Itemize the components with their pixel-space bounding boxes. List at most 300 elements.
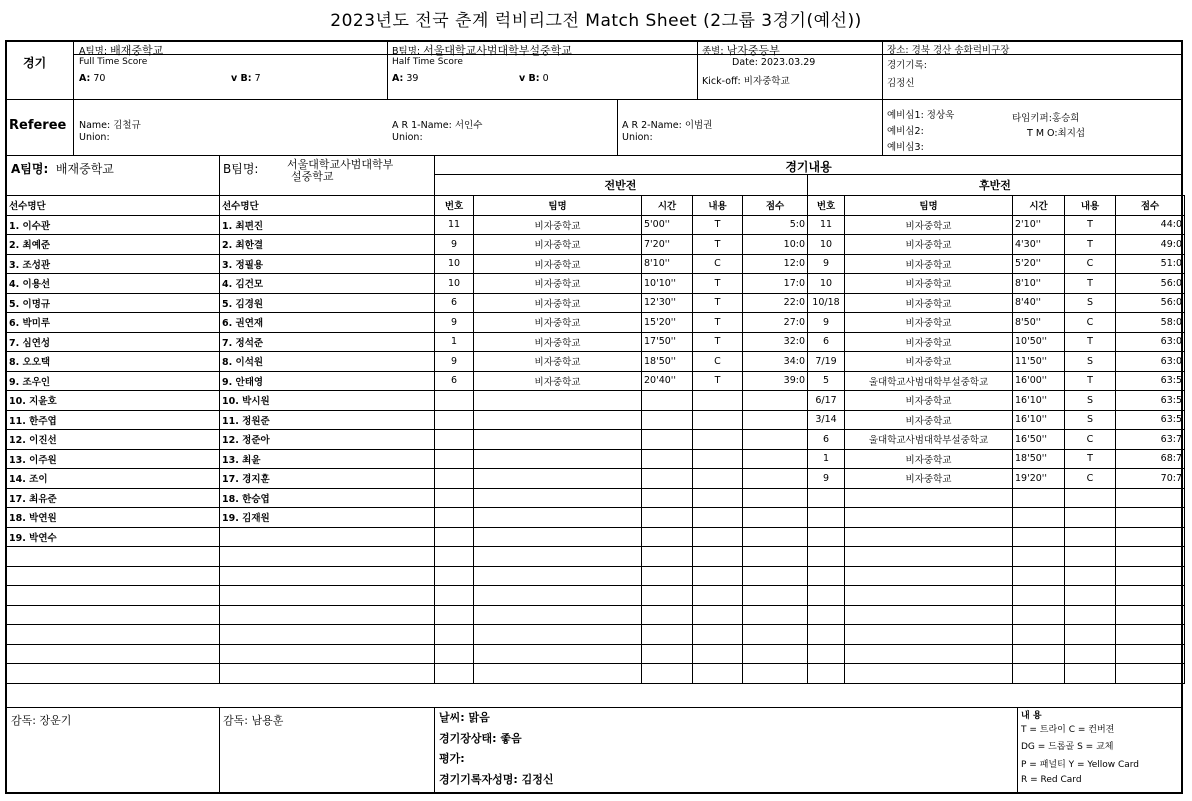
first-half-score	[743, 508, 808, 528]
second-half-score	[1116, 644, 1185, 664]
first-half-score: 39:0	[743, 371, 808, 391]
second-half-type	[1065, 586, 1116, 606]
first-half-score	[743, 566, 808, 586]
first-half-time: 18'50''	[642, 352, 693, 372]
second-half-time: 10'50''	[1013, 332, 1065, 352]
second-half-team	[845, 644, 1013, 664]
second-half-type: T	[1065, 332, 1116, 352]
second-half-no	[808, 488, 845, 508]
first-half-time: 15'20''	[642, 313, 693, 333]
second-half-time	[1013, 586, 1065, 606]
ht-score-b: 0	[542, 73, 549, 84]
second-half-score: 56:0	[1116, 274, 1185, 294]
first-half-no: 1	[435, 332, 474, 352]
table-row	[7, 488, 1185, 508]
second-half-time: 16'00''	[1013, 371, 1065, 391]
roster-b-player	[220, 566, 435, 586]
roster-b-player	[220, 527, 435, 547]
second-half-type: T	[1065, 371, 1116, 391]
second-half-team: 울대학교사범대학부설중학교	[845, 430, 1013, 450]
second-half-score: 63:0	[1116, 332, 1185, 352]
first-half-type	[693, 410, 743, 430]
second-half-type: T	[1065, 274, 1116, 294]
first-half-score	[743, 410, 808, 430]
roster-b-player: 6. 권연재	[220, 313, 435, 333]
first-half-time	[642, 488, 693, 508]
game-label: 경기	[23, 56, 47, 70]
table-row	[7, 430, 1185, 450]
second-half-score: 49:0	[1116, 235, 1185, 255]
first-half-type	[693, 430, 743, 450]
first-half-team	[474, 586, 642, 606]
first-half-score: 27:0	[743, 313, 808, 333]
ar2-name: A R 2-Name: 이범권	[622, 120, 713, 131]
venue-value: 경북 경산 송화럭비구장	[911, 45, 1010, 56]
ft-score-b: 7	[254, 73, 261, 84]
roster-a-player: 10. 지윤호	[7, 391, 220, 411]
first-half-score	[743, 527, 808, 547]
referee-union: Union:	[79, 132, 110, 143]
first-half-score: 32:0	[743, 332, 808, 352]
roster-b-player: 4. 김건모	[220, 274, 435, 294]
table-row	[7, 625, 1185, 645]
event-grid	[6, 195, 1185, 684]
second-half-time	[1013, 547, 1065, 567]
second-half-time	[1013, 605, 1065, 625]
first-half-score	[743, 449, 808, 469]
reserve-referee-1: 예비심1: 정상욱	[887, 110, 955, 121]
roster-a-player: 12. 이진선	[7, 430, 220, 450]
first-half-no	[435, 644, 474, 664]
second-half-no: 6/17	[808, 391, 845, 411]
first-half-team	[474, 644, 642, 664]
first-half-team: 비자중학교	[474, 274, 642, 294]
first-half-type	[693, 625, 743, 645]
first-half-time	[642, 410, 693, 430]
first-half-no	[435, 449, 474, 469]
first-half-team: 비자중학교	[474, 235, 642, 255]
second-half-time: 8'10''	[1013, 274, 1065, 294]
first-half-team	[474, 566, 642, 586]
first-half-no: 10	[435, 254, 474, 274]
roster-b-player: 11. 정원준	[220, 410, 435, 430]
roster-b-player: 17. 경지훈	[220, 469, 435, 489]
second-half-no	[808, 508, 845, 528]
roster-a-player	[7, 586, 220, 606]
first-half-time: 7'20''	[642, 235, 693, 255]
match-date: Date: 2023.03.29	[732, 57, 816, 68]
first-half-team	[474, 488, 642, 508]
first-half-no	[435, 547, 474, 567]
first-half-team: 비자중학교	[474, 371, 642, 391]
team-b-header-name-line1: 서울대학교사범대학부	[287, 158, 394, 171]
first-half-time	[642, 469, 693, 489]
second-half-no: 1	[808, 449, 845, 469]
first-half-type: T	[693, 313, 743, 333]
second-half-no: 10	[808, 235, 845, 255]
roster-b-player: 19. 김재원	[220, 508, 435, 528]
first-half-no: 9	[435, 313, 474, 333]
first-half-no: 6	[435, 371, 474, 391]
recorder-name: 김정신	[887, 78, 915, 89]
first-half-time: 12'30''	[642, 293, 693, 313]
ht-a-label: A:	[392, 73, 404, 84]
roster-b-player: 12. 정준아	[220, 430, 435, 450]
table-row	[7, 410, 1185, 430]
second-half-team: 비자중학교	[845, 469, 1013, 489]
ar1-name: A R 1-Name: 서인수	[392, 120, 483, 131]
roster-a-player: 3. 조성관	[7, 254, 220, 274]
second-half-team: 비자중학교	[845, 352, 1013, 372]
first-half-no	[435, 664, 474, 684]
reserve-referee-3: 예비심3:	[887, 142, 924, 153]
first-half-no	[435, 391, 474, 411]
second-half-col-no: 번호	[808, 196, 845, 216]
venue-label: 장소:	[887, 45, 909, 56]
team-a-header-name: 배재중학교	[55, 162, 114, 176]
first-half-type: T	[693, 274, 743, 294]
table-row	[7, 235, 1185, 255]
second-half-no: 7/19	[808, 352, 845, 372]
table-row	[7, 332, 1185, 352]
second-half-team: 비자중학교	[845, 313, 1013, 333]
table-row	[7, 605, 1185, 625]
team-b-name: 서울대학교사범대학부설중학교	[423, 44, 572, 57]
second-half-time: 8'40''	[1013, 293, 1065, 313]
table-row	[7, 664, 1185, 684]
referee-name: Name: 김철규	[79, 120, 141, 131]
roster-b-player	[220, 605, 435, 625]
half-time-label: Half Time Score	[392, 57, 463, 67]
ft-b-label: v B:	[231, 73, 252, 84]
first-half-team	[474, 547, 642, 567]
roster-a-player: 1. 이수관	[7, 215, 220, 235]
roster-a-player: 17. 최유준	[7, 488, 220, 508]
first-half-type: T	[693, 371, 743, 391]
second-half-score	[1116, 527, 1185, 547]
first-half-team: 비자중학교	[474, 254, 642, 274]
ar2-union: Union:	[622, 132, 653, 143]
first-half-team	[474, 527, 642, 547]
roster-b-player: 10. 박시원	[220, 391, 435, 411]
reserve-referee-2: 예비심2:	[887, 126, 924, 137]
second-half-type: S	[1065, 410, 1116, 430]
first-half-col-no: 번호	[435, 196, 474, 216]
second-half-no: 5	[808, 371, 845, 391]
roster-a-player: 14. 조이	[7, 469, 220, 489]
table-row	[7, 527, 1185, 547]
team-b-label: B팀명:	[392, 46, 421, 57]
first-half-score	[743, 430, 808, 450]
second-half-score: 63:5	[1116, 371, 1185, 391]
second-half-col-team: 팀명	[845, 196, 1013, 216]
first-half-time	[642, 625, 693, 645]
team-b-header-label: B팀명:	[223, 162, 259, 176]
full-time-label: Full Time Score	[79, 57, 148, 67]
second-half-time	[1013, 566, 1065, 586]
kickoff: Kick-off: 비자중학교	[702, 76, 790, 87]
second-half-score: 56:0	[1116, 293, 1185, 313]
second-half-no	[808, 547, 845, 567]
roster-a-player	[7, 566, 220, 586]
recorder-signature: 경기기록자성명: 김정신	[439, 773, 554, 786]
second-half-time: 4'30''	[1013, 235, 1065, 255]
second-half-team: 비자중학교	[845, 215, 1013, 235]
roster-b-player: 9. 안태영	[220, 371, 435, 391]
second-half-score	[1116, 547, 1185, 567]
first-half-no	[435, 488, 474, 508]
second-half-no	[808, 605, 845, 625]
match-sheet	[5, 40, 1183, 794]
timekeeper: 타임키퍼:홍승희	[1012, 113, 1080, 124]
first-half-type	[693, 664, 743, 684]
legend-title: 내 용	[1021, 711, 1042, 721]
first-half-no	[435, 469, 474, 489]
second-half-no: 9	[808, 469, 845, 489]
first-half-score	[743, 586, 808, 606]
first-half-team	[474, 625, 642, 645]
second-half-time: 16'10''	[1013, 410, 1065, 430]
first-half-col-score: 점수	[743, 196, 808, 216]
second-half-no: 6	[808, 430, 845, 450]
first-half-col-time: 시간	[642, 196, 693, 216]
first-half-time	[642, 605, 693, 625]
second-half-score: 63:5	[1116, 410, 1185, 430]
second-half-score: 44:0	[1116, 215, 1185, 235]
first-half-team	[474, 430, 642, 450]
first-half-score: 5:0	[743, 215, 808, 235]
page-title: 2023년도 전국 춘계 럭비리그전 Match Sheet (2그룹 3경기(예선))	[330, 11, 862, 31]
roster-a-player: 18. 박연원	[7, 508, 220, 528]
second-half-time	[1013, 625, 1065, 645]
first-half-score	[743, 605, 808, 625]
first-half-time: 10'10''	[642, 274, 693, 294]
first-half-no: 6	[435, 293, 474, 313]
second-half-team	[845, 488, 1013, 508]
legend-line-4: R = Red Card	[1021, 775, 1082, 785]
second-half-type: C	[1065, 430, 1116, 450]
legend-line-1: T = 트라이 C = 컨버젼	[1021, 725, 1115, 735]
second-half-no	[808, 664, 845, 684]
first-half-time	[642, 430, 693, 450]
legend-line-2: DG = 드롭골 S = 교체	[1021, 742, 1114, 752]
second-half-type	[1065, 508, 1116, 528]
roster-a-header: 선수명단	[7, 196, 220, 216]
second-half-type	[1065, 605, 1116, 625]
roster-a-player: 9. 조우인	[7, 371, 220, 391]
second-half-col-score: 점수	[1116, 196, 1185, 216]
second-half-score: 70:7	[1116, 469, 1185, 489]
first-half-type: T	[693, 293, 743, 313]
first-half-col-type: 내용	[693, 196, 743, 216]
second-half-score	[1116, 586, 1185, 606]
coach-b: 감독: 남용훈	[223, 714, 284, 727]
first-half-type: T	[693, 235, 743, 255]
roster-b-player: 8. 이석원	[220, 352, 435, 372]
table-row	[7, 644, 1185, 664]
first-half-time	[642, 586, 693, 606]
first-half-time	[642, 391, 693, 411]
first-half-team	[474, 449, 642, 469]
second-half-team	[845, 586, 1013, 606]
roster-a-player: 2. 최예준	[7, 235, 220, 255]
roster-a-player	[7, 664, 220, 684]
first-half-time	[642, 566, 693, 586]
first-half-type: C	[693, 352, 743, 372]
table-row	[7, 293, 1185, 313]
second-half-team: 비자중학교	[845, 449, 1013, 469]
first-half-team	[474, 391, 642, 411]
second-half-no: 9	[808, 254, 845, 274]
second-half-team	[845, 566, 1013, 586]
first-half-score: 10:0	[743, 235, 808, 255]
first-half-team	[474, 469, 642, 489]
first-half-no	[435, 605, 474, 625]
roster-b-player: 13. 최윤	[220, 449, 435, 469]
first-half-time: 5'00''	[642, 215, 693, 235]
roster-a-player: 11. 한주엽	[7, 410, 220, 430]
second-half-no	[808, 644, 845, 664]
team-b-header-name-line2: 설중학교	[291, 170, 334, 183]
field-condition: 경기장상태: 좋음	[439, 732, 522, 745]
second-half-time: 11'50''	[1013, 352, 1065, 372]
table-row	[7, 586, 1185, 606]
second-half-team	[845, 527, 1013, 547]
first-half-time	[642, 508, 693, 528]
second-half-no	[808, 527, 845, 547]
first-half-time	[642, 527, 693, 547]
grid-header-row	[7, 196, 1185, 216]
second-half-type	[1065, 527, 1116, 547]
second-half-score	[1116, 488, 1185, 508]
second-half-score: 51:0	[1116, 254, 1185, 274]
second-half-type: T	[1065, 215, 1116, 235]
rating: 평가:	[439, 752, 465, 765]
second-half-team	[845, 605, 1013, 625]
second-half-team: 비자중학교	[845, 391, 1013, 411]
second-half-type	[1065, 625, 1116, 645]
roster-b-player	[220, 644, 435, 664]
roster-a-player: 6. 박미루	[7, 313, 220, 333]
second-half-time: 2'10''	[1013, 215, 1065, 235]
second-half-team: 비자중학교	[845, 235, 1013, 255]
first-half-time: 8'10''	[642, 254, 693, 274]
table-row	[7, 508, 1185, 528]
first-half-score	[743, 547, 808, 567]
ar1-union: Union:	[392, 132, 423, 143]
legend-line-3: P = 패널티 Y = Yellow Card	[1021, 760, 1140, 770]
first-half-no	[435, 508, 474, 528]
ft-score-a: 70	[93, 73, 106, 84]
first-half-no: 11	[435, 215, 474, 235]
second-half-no: 10	[808, 274, 845, 294]
second-half-no	[808, 625, 845, 645]
second-half-type: S	[1065, 352, 1116, 372]
first-half-no: 9	[435, 352, 474, 372]
table-row	[7, 391, 1185, 411]
roster-a-player	[7, 547, 220, 567]
second-half-time: 18'50''	[1013, 449, 1065, 469]
ft-a-label: A:	[79, 73, 91, 84]
first-half-no	[435, 410, 474, 430]
second-half-team: 울대학교사범대학부설중학교	[845, 371, 1013, 391]
first-half-team: 비자중학교	[474, 332, 642, 352]
first-half-team: 비자중학교	[474, 352, 642, 372]
roster-a-player: 4. 이용선	[7, 274, 220, 294]
second-half-team: 비자중학교	[845, 332, 1013, 352]
roster-a-player	[7, 625, 220, 645]
first-half-team: 비자중학교	[474, 313, 642, 333]
table-row	[7, 254, 1185, 274]
second-half-team: 비자중학교	[845, 410, 1013, 430]
second-half-time	[1013, 527, 1065, 547]
roster-b-player: 18. 한승엽	[220, 488, 435, 508]
second-half-no: 6	[808, 332, 845, 352]
first-half-time	[642, 664, 693, 684]
second-half-time	[1013, 488, 1065, 508]
first-half-type	[693, 391, 743, 411]
second-half-time: 16'50''	[1013, 430, 1065, 450]
coach-a: 감독: 장운기	[11, 714, 72, 727]
table-row	[7, 547, 1185, 567]
first-half-time: 17'50''	[642, 332, 693, 352]
team-a-name: 배재중학교	[110, 44, 164, 57]
events-title: 경기내용	[785, 160, 832, 174]
first-half-type	[693, 566, 743, 586]
division-value: 남자중등부	[726, 44, 780, 57]
roster-b-player	[220, 625, 435, 645]
second-half-team: 비자중학교	[845, 254, 1013, 274]
first-half-score	[743, 664, 808, 684]
roster-a-player: 5. 이명규	[7, 293, 220, 313]
roster-a-player	[7, 644, 220, 664]
second-half-score	[1116, 566, 1185, 586]
first-half-team	[474, 410, 642, 430]
first-half-type: T	[693, 215, 743, 235]
team-a-label: A팀명:	[79, 46, 108, 57]
second-half-title: 후반전	[979, 179, 1011, 192]
second-half-time: 5'20''	[1013, 254, 1065, 274]
first-half-time	[642, 449, 693, 469]
table-row	[7, 371, 1185, 391]
table-row	[7, 566, 1185, 586]
first-half-no: 9	[435, 235, 474, 255]
second-half-type	[1065, 644, 1116, 664]
recorder-label: 경기기록:	[887, 60, 927, 71]
second-half-team	[845, 625, 1013, 645]
first-half-type	[693, 488, 743, 508]
table-row	[7, 215, 1185, 235]
second-half-col-time: 시간	[1013, 196, 1065, 216]
division-label: 종별:	[702, 46, 724, 57]
roster-b-player: 5. 김경원	[220, 293, 435, 313]
second-half-type: C	[1065, 254, 1116, 274]
first-half-type	[693, 449, 743, 469]
second-half-no: 9	[808, 313, 845, 333]
first-half-score: 17:0	[743, 274, 808, 294]
second-half-team	[845, 508, 1013, 528]
second-half-type: C	[1065, 313, 1116, 333]
second-half-time: 19'20''	[1013, 469, 1065, 489]
team-a-header-label: A팀명:	[11, 162, 49, 176]
first-half-team	[474, 508, 642, 528]
second-half-team	[845, 547, 1013, 567]
second-half-team	[845, 664, 1013, 684]
second-half-no	[808, 586, 845, 606]
roster-a-player: 7. 심연성	[7, 332, 220, 352]
second-half-type	[1065, 547, 1116, 567]
first-half-score	[743, 625, 808, 645]
